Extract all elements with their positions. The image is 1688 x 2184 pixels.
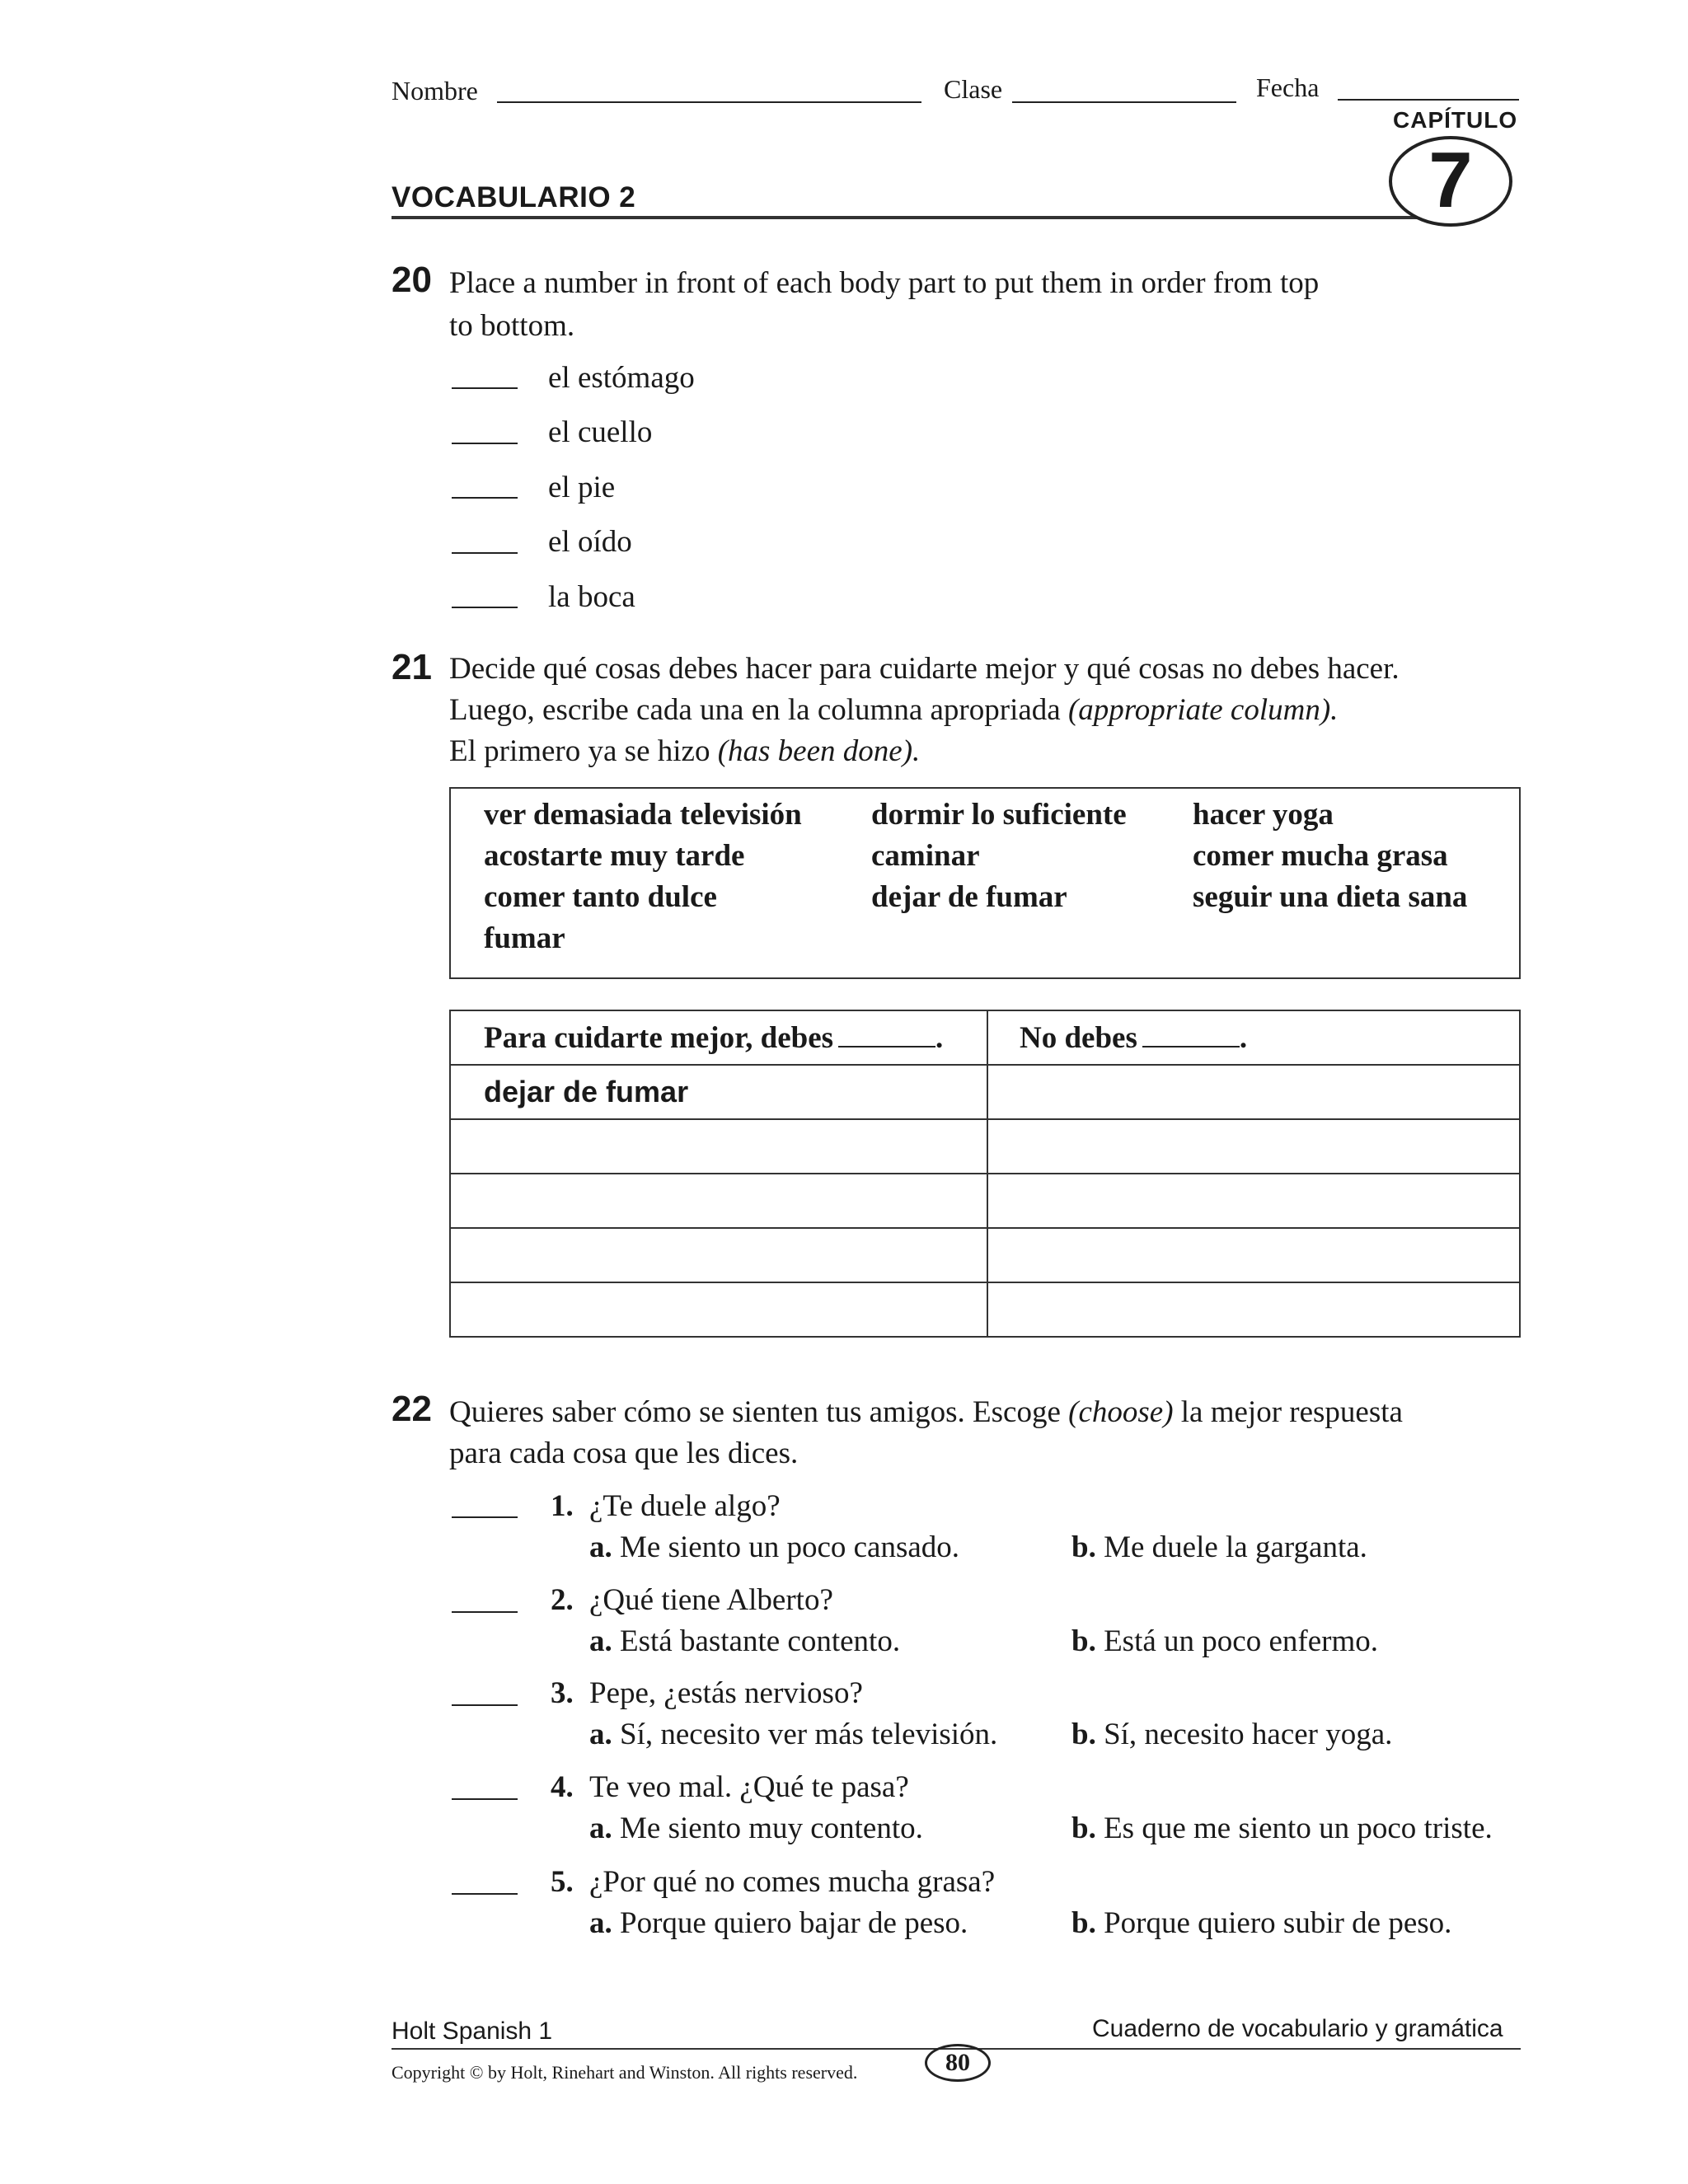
option-text: Porque quiero bajar de peso. [620, 1906, 968, 1940]
body-part-item: el pie [548, 471, 616, 504]
exercise-22-instruction-line1 [449, 1391, 1403, 1434]
word-bank-item: seguir una dieta sana [1193, 880, 1468, 914]
answer-blank[interactable] [452, 443, 518, 444]
question-text: ¿Te duele algo? [589, 1489, 781, 1523]
word-bank-item: ver demasiada televisión [484, 798, 802, 832]
exercise-20-instruction-line2: to bottom. [449, 309, 575, 343]
option-a [589, 1624, 900, 1659]
body-part-item: el cuello [548, 415, 653, 449]
body-part-item: el estómago [548, 361, 695, 395]
chapter-badge [1389, 136, 1512, 227]
answer-blank[interactable] [452, 1893, 518, 1895]
answer-blank[interactable] [452, 552, 518, 554]
exercise-21-instruction-line2 [449, 689, 1338, 732]
table-row [450, 1065, 1520, 1119]
instruction-gloss: (choose) [1068, 1395, 1174, 1429]
capitulo-label: CAPÍTULO [1393, 107, 1518, 133]
table-header-row [450, 1010, 1520, 1065]
header-blank [838, 1046, 935, 1047]
option-letter: a. [589, 1530, 612, 1564]
option-letter: a. [589, 1718, 612, 1751]
copyright-notice: Copyright © by Holt, Rinehart and Winston. All rights reserved. [392, 2062, 858, 2083]
answer-blank[interactable] [452, 387, 518, 389]
answer-blank[interactable] [452, 607, 518, 608]
exercise-20-instruction-line1: Place a number in front of each body part to put them in order from top [449, 266, 1320, 300]
word-bank-item: comer mucha grasa [1193, 839, 1448, 873]
question-text: Te veo mal. ¿Qué te pasa? [589, 1770, 909, 1804]
option-b [1071, 1530, 1367, 1565]
word-bank-item: caminar [871, 839, 980, 873]
option-text: Está un poco enfermo. [1104, 1624, 1378, 1658]
option-text: Sí, necesito hacer yoga. [1104, 1718, 1393, 1751]
option-a [589, 1530, 959, 1565]
word-bank-item: hacer yoga [1193, 798, 1334, 832]
option-text: Sí, necesito ver más televisión. [620, 1718, 998, 1751]
column-header-debes [450, 1010, 987, 1065]
instruction-gloss: (has been done). [717, 734, 921, 768]
option-b [1071, 1717, 1392, 1752]
example-answer-cell: dejar de fumar [450, 1065, 987, 1119]
exercise-21-number: 21 [392, 647, 432, 687]
instruction-text: Luego, escribe cada una en la columna apropriada [449, 693, 1068, 727]
question-number: 4. [551, 1770, 574, 1804]
instruction-text: la mejor respuesta [1173, 1395, 1403, 1429]
option-b [1071, 1811, 1493, 1846]
page-number: 80 [925, 2044, 991, 2082]
clase-label: Clase [944, 74, 1003, 104]
table-row [450, 1282, 1520, 1337]
fecha-field[interactable] [1338, 99, 1519, 101]
body-part-item: la boca [548, 580, 635, 614]
option-a [589, 1811, 923, 1846]
option-letter: a. [589, 1624, 612, 1658]
footer-book-title: Holt Spanish 1 [392, 2018, 553, 2045]
section-title: VOCABULARIO 2 [392, 181, 636, 213]
exercise-21-instruction-line1: Decide qué cosas debes hacer para cuidarte mejor y qué cosas no debes hacer. [449, 652, 1400, 686]
answer-cell[interactable] [987, 1228, 1520, 1282]
option-text: Me duele la garganta. [1104, 1530, 1367, 1564]
option-letter: b. [1071, 1811, 1096, 1845]
question-number: 5. [551, 1865, 574, 1899]
option-letter: a. [589, 1811, 612, 1845]
answer-cell[interactable] [987, 1174, 1520, 1228]
word-bank-item: comer tanto dulce [484, 880, 717, 914]
answer-cell[interactable] [450, 1174, 987, 1228]
option-letter: b. [1071, 1530, 1096, 1564]
option-text: Es que me siento un poco triste. [1104, 1811, 1493, 1845]
answer-cell[interactable] [987, 1119, 1520, 1174]
body-part-item: el oído [548, 525, 632, 559]
question-text: Pepe, ¿estás nervioso? [589, 1676, 863, 1710]
instruction-text: Quieres saber cómo se sienten tus amigos. Escoge [449, 1395, 1069, 1429]
word-bank-item: dormir lo suficiente [871, 798, 1127, 832]
question-text: ¿Por qué no comes mucha grasa? [589, 1865, 996, 1899]
nombre-label: Nombre [392, 76, 478, 105]
question-number: 2. [551, 1583, 574, 1617]
option-b [1071, 1905, 1451, 1941]
answer-blank[interactable] [452, 1516, 518, 1518]
answer-blank[interactable] [452, 497, 518, 499]
header-blank [1142, 1046, 1240, 1047]
option-a [589, 1905, 968, 1941]
answer-table [449, 1010, 1521, 1338]
option-text: Me siento muy contento. [620, 1811, 923, 1845]
footer-workbook-title: Cuaderno de vocabulario y gramática [1092, 2015, 1503, 2042]
option-text: Porque quiero subir de peso. [1104, 1906, 1452, 1940]
question-text: ¿Qué tiene Alberto? [589, 1583, 833, 1617]
table-row [450, 1174, 1520, 1228]
fecha-label: Fecha [1256, 73, 1320, 102]
answer-cell[interactable] [450, 1228, 987, 1282]
column-header-label: No debes [1020, 1020, 1137, 1055]
column-header-no-debes [987, 1010, 1520, 1065]
word-bank-item: acostarte muy tarde [484, 839, 745, 873]
exercise-22-instruction-line2: para cada cosa que les dices. [449, 1436, 799, 1470]
exercise-21-instruction-line3 [449, 730, 920, 773]
exercise-20-number: 20 [392, 260, 432, 300]
option-letter: a. [589, 1906, 612, 1940]
column-header-label: Para cuidarte mejor, debes [484, 1020, 834, 1055]
table-row [450, 1119, 1520, 1174]
option-letter: b. [1071, 1624, 1096, 1658]
table-row [450, 1228, 1520, 1282]
instruction-gloss: (appropriate column). [1067, 693, 1339, 727]
answer-cell[interactable] [987, 1282, 1520, 1337]
nombre-field[interactable] [497, 101, 921, 103]
option-letter: b. [1071, 1718, 1096, 1751]
instruction-text: El primero ya se hizo [449, 734, 718, 768]
exercise-22-number: 22 [392, 1389, 432, 1429]
option-b [1071, 1624, 1378, 1659]
question-number: 3. [551, 1676, 574, 1710]
word-bank-item: dejar de fumar [871, 880, 1067, 914]
chapter-number: 7 [1428, 136, 1473, 224]
section-rule [392, 216, 1463, 219]
question-number: 1. [551, 1489, 574, 1523]
option-text: Está bastante contento. [620, 1624, 901, 1658]
word-bank [449, 787, 1521, 979]
answer-cell[interactable] [450, 1282, 987, 1337]
header-period: . [1239, 1020, 1248, 1055]
answer-cell[interactable] [987, 1065, 1520, 1119]
answer-cell[interactable] [450, 1119, 987, 1174]
clase-field[interactable] [1012, 101, 1236, 103]
answer-blank[interactable] [452, 1704, 518, 1706]
word-bank-item: fumar [484, 921, 565, 955]
answer-blank[interactable] [452, 1611, 518, 1613]
option-text: Me siento un poco cansado. [620, 1530, 960, 1564]
answer-blank[interactable] [452, 1798, 518, 1800]
option-a [589, 1717, 997, 1752]
option-letter: b. [1071, 1906, 1096, 1940]
header-period: . [935, 1020, 944, 1055]
